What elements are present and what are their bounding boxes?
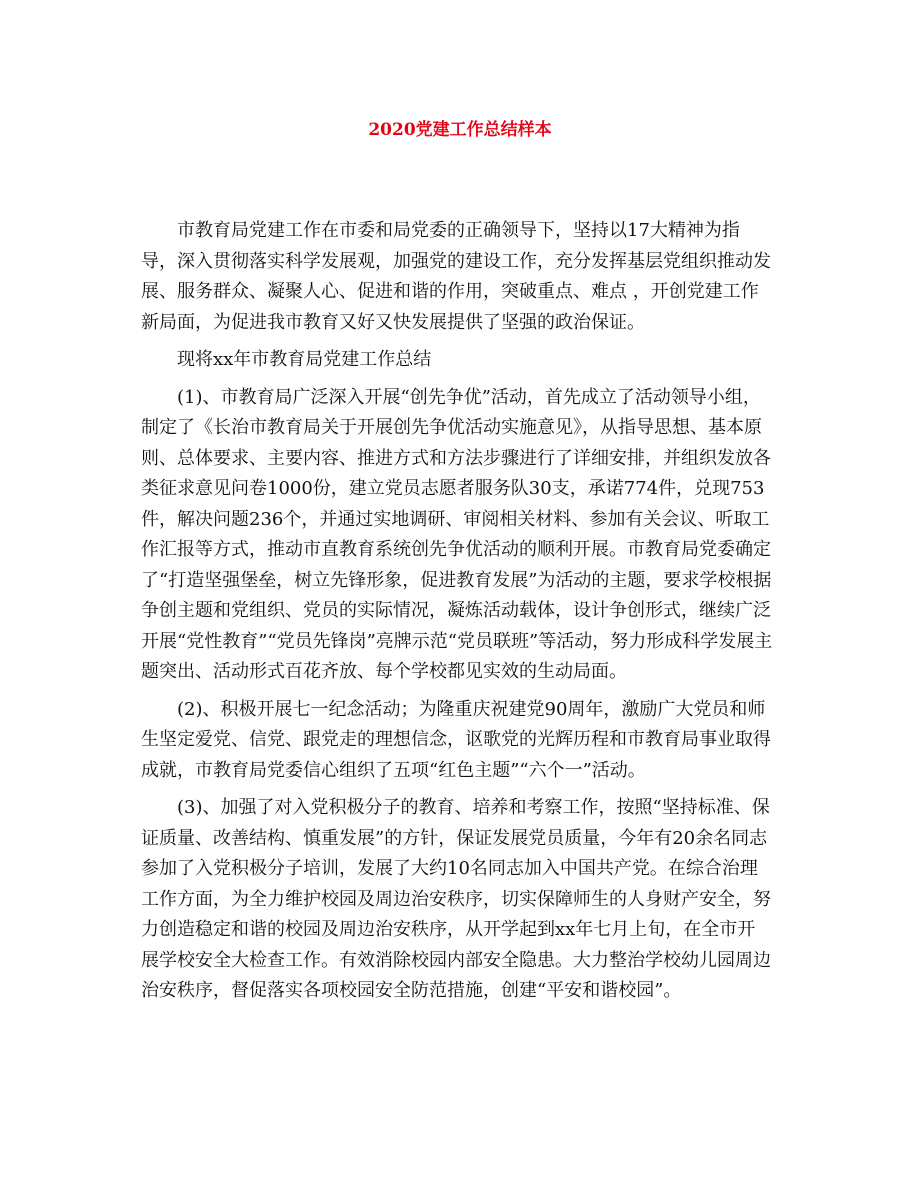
document-title: 2020党建工作总结样本 bbox=[368, 120, 552, 140]
paragraph-intro: 市教育局党建工作在市委和局党委的正确领导下，坚持以17大精神为指导，深入贯彻落实科学发展观，加强党的建设工作，充分发挥基层党组织推动发展、服务群众、凝聚人心、促进和谐的作用，突破重点、难点 ，开创党建工作新局面，为促进我市教育又好又快发展提供了坚强的政治保证。 bbox=[141, 220, 771, 333]
paragraph-item-2: (2)、积极开展七一纪念活动；为隆重庆祝建党90周年，激励广大党员和师生坚定爱党、信党、跟党走的理想信念，讴歌党的光辉历程和市教育局事业取得成就，市教育局党委信心组织了五项“红色主题”“六个一”活动。 bbox=[141, 698, 771, 781]
document-body bbox=[141, 216, 773, 1014]
paragraph-item-1: (1)、市教育局广泛深入开展“创先争优”活动，首先成立了活动领导小组，制定了《长治市教育局关于开展创先争优活动实施意见》，从指导思想、基本原则、总体要求、主要内容、推进方式和方法步骤进行了详细安排，并组织发放各类征求意见问卷1000份，建立党员志愿者服务队30支，承诺774件，兑现753件，解决问题236个，并通过实地调研、审阅相关材料、参加有关会议、听取工作汇报等方式，推动市直教育系统创先争优活动的顺利开展。市教育局党委确定了“打造坚强堡垒，树立先锋形象，促进教育发展”为活动的主题，要求学校根据争创主题和党组织、党员的实际情况，凝炼活动载体，设计争创形式，继续广泛开展“党性教育”“党员先锋岗”亮牌示范“党员联班”等活动，努力形成科学发展主题突出、活动形式百花齐放、每个学校都见实效的生动局面。 bbox=[141, 386, 773, 682]
paragraph-summary-lead: 现将xx年市教育局党建工作总结 bbox=[177, 349, 432, 370]
paragraph-item-3: (3)、加强了对入党积极分子的教育、培养和考察工作，按照“坚持标准、保证质量、改善结构、慎重发展”的方针，保证发展党员质量，今年有20余名同志参加了入党积极分子培训，发展了大约10名同志加入中国共产党。在综合治理工作方面，为全力维护校园及周边治安秩序，切实保障师生的人身财产安全，努力创造稳定和谐的校园及周边治安秩序，从开学起到xx年七月上旬，在全市开展学校安全大检查工作。有效消除校园内部安全隐患。大力整治学校幼儿园周边治安秩序，督促落实各项校园安全防范措施，创建“平安和谐校园”。 bbox=[141, 797, 771, 1001]
